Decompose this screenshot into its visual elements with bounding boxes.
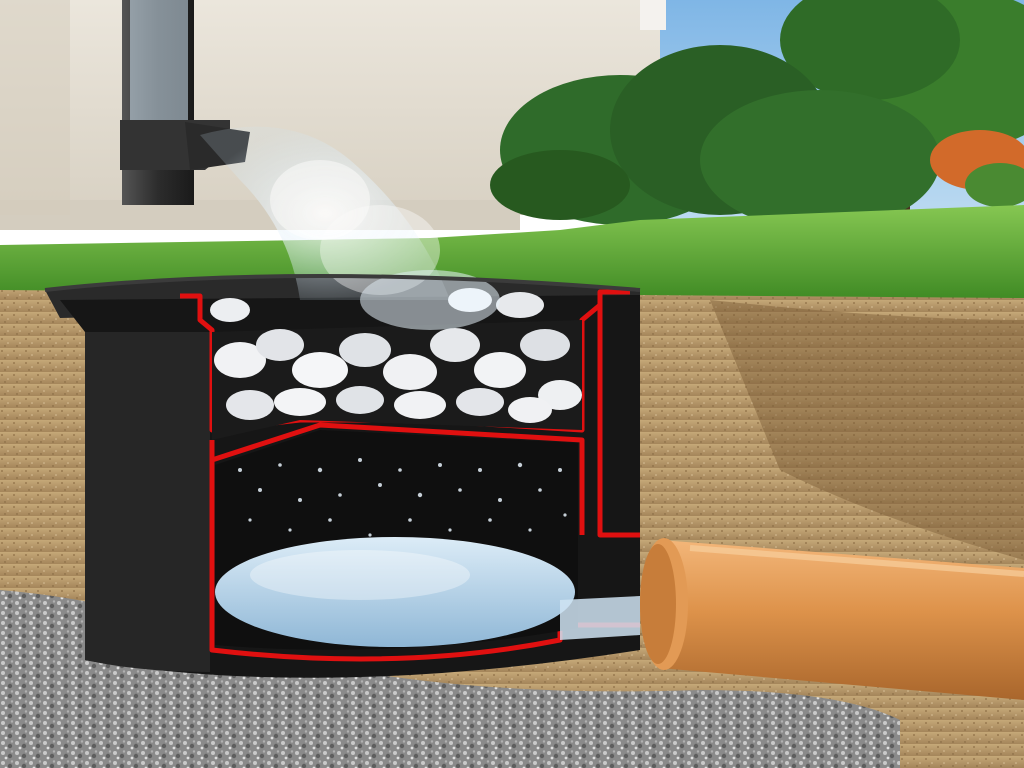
outlet-water [560, 596, 640, 640]
water-reflection [250, 550, 470, 600]
